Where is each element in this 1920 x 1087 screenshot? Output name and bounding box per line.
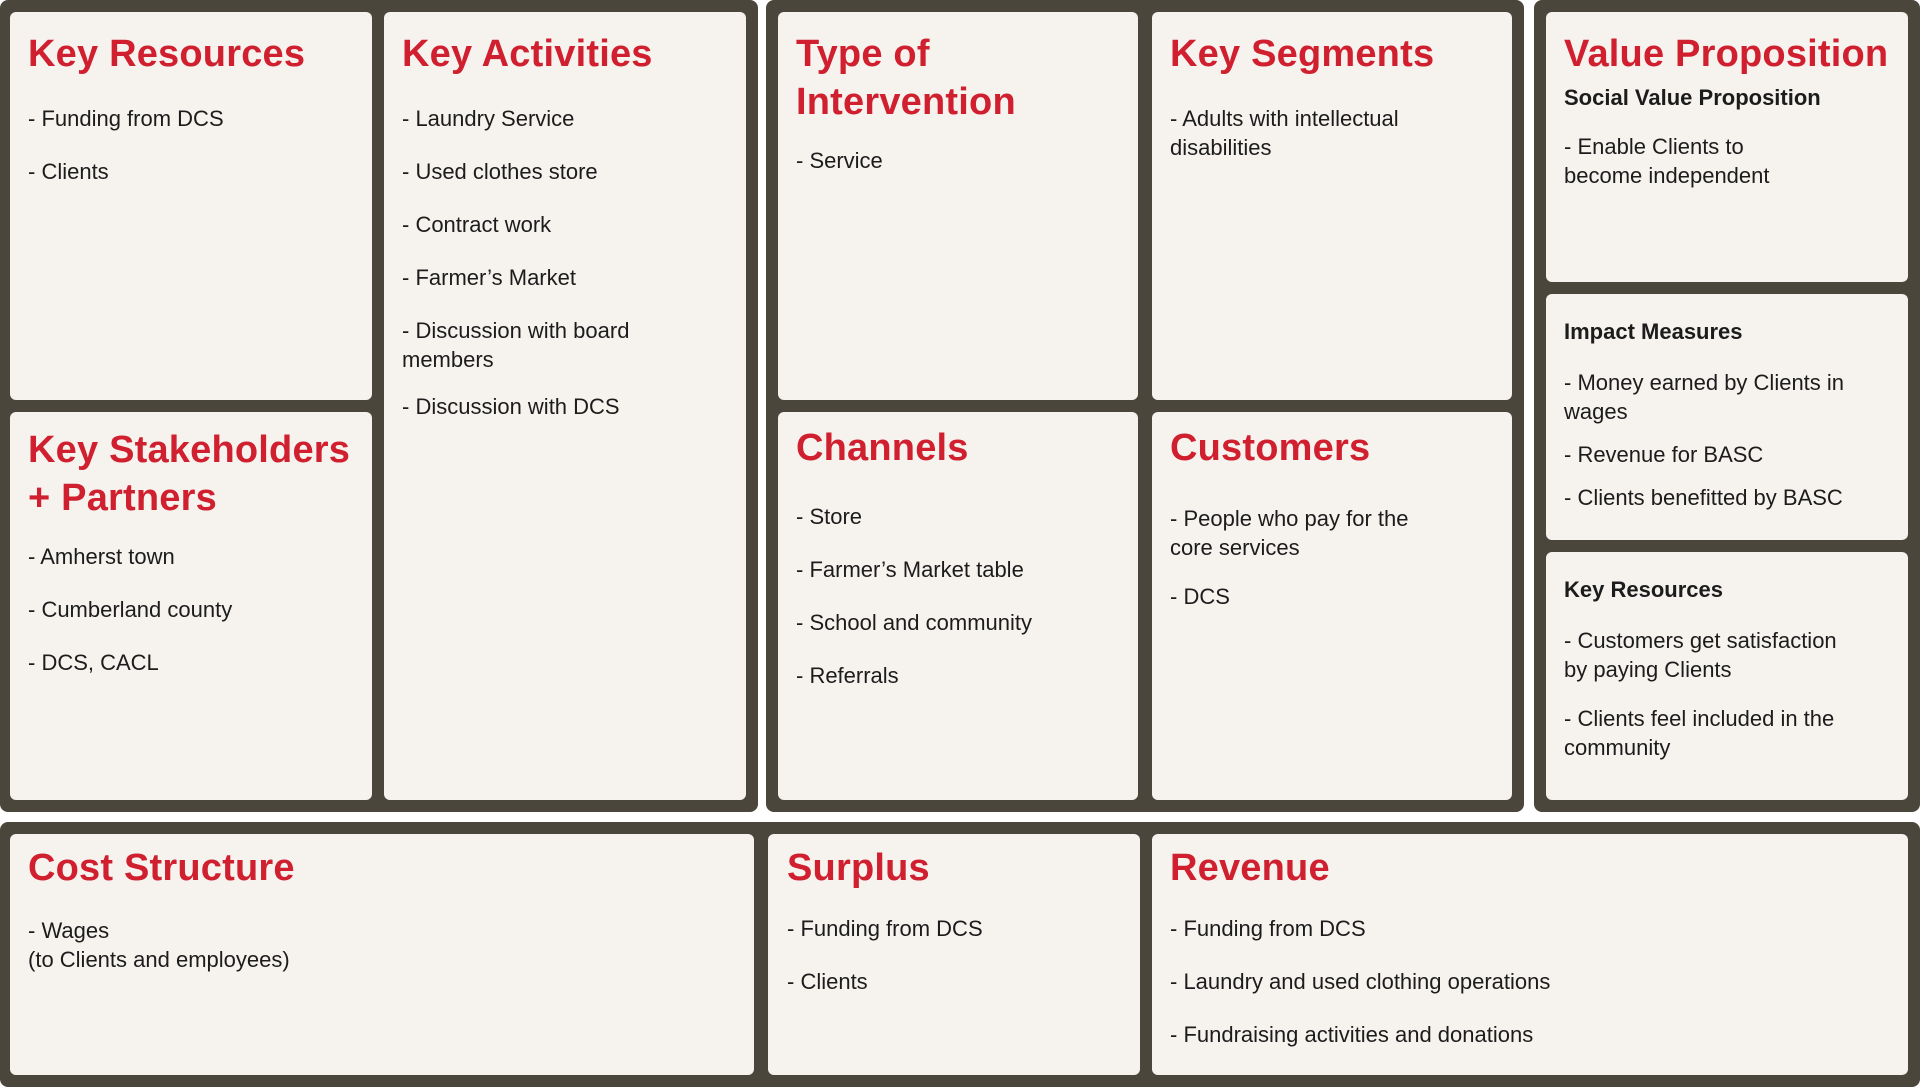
list-item: - Farmer’s Market bbox=[402, 265, 576, 290]
key-resources-list bbox=[28, 104, 354, 186]
vp-key-resources-heading: Key Resources bbox=[1564, 577, 1723, 602]
key-activities-title: Key Activities bbox=[402, 33, 653, 75]
vp-key-resources-card bbox=[1546, 552, 1908, 800]
revenue-title: Revenue bbox=[1170, 847, 1330, 889]
revenue-list bbox=[1170, 914, 1890, 1049]
list-item: - DCS bbox=[1170, 584, 1230, 609]
list-item: - Laundry Service bbox=[402, 106, 575, 131]
list-item: - Customers get satisfaction by paying Clients bbox=[1564, 628, 1837, 682]
list-item: - School and community bbox=[796, 610, 1032, 635]
type-of-intervention-card bbox=[778, 12, 1138, 400]
list-item: - Enable Clients to become independent bbox=[1564, 134, 1770, 188]
key-stakeholders-title: Key Stakeholders + Partners bbox=[28, 429, 351, 519]
type-of-intervention-title: Type of Intervention bbox=[796, 33, 1016, 123]
value-proposition-title: Value Proposition bbox=[1564, 33, 1889, 75]
type-of-intervention-list bbox=[796, 146, 1120, 175]
surplus-list bbox=[787, 914, 1121, 996]
list-item: - Clients benefitted by BASC bbox=[1564, 485, 1843, 510]
key-resources-title: Key Resources bbox=[28, 33, 306, 75]
list-item: - Amherst town bbox=[28, 544, 175, 569]
social-value-list bbox=[1564, 132, 1890, 190]
list-item: - Discussion with DCS bbox=[402, 394, 620, 419]
impact-measures-heading: Impact Measures bbox=[1564, 319, 1743, 344]
customers-list bbox=[1170, 504, 1494, 611]
list-item: - Referrals bbox=[796, 663, 899, 688]
list-item: - Funding from DCS bbox=[787, 916, 983, 941]
list-item: - Clients bbox=[28, 159, 109, 184]
impact-measures-card bbox=[1546, 294, 1908, 540]
list-item: - Revenue for BASC bbox=[1564, 442, 1764, 467]
channels-title: Channels bbox=[796, 427, 969, 469]
social-value-heading: Social Value Proposition bbox=[1564, 85, 1821, 110]
list-item: - Clients bbox=[787, 969, 868, 994]
cost-structure-title: Cost Structure bbox=[28, 847, 295, 889]
surplus-title: Surplus bbox=[787, 847, 930, 889]
list-item: - Funding from DCS bbox=[1170, 916, 1366, 941]
vp-key-resources-list bbox=[1564, 626, 1890, 762]
list-item: - People who pay for the core services bbox=[1170, 506, 1409, 560]
list-item: - Clients feel included in the community bbox=[1564, 706, 1835, 760]
list-item: - Laundry and used clothing operations bbox=[1170, 969, 1551, 994]
list-item: - Adults with intellectual disabilities bbox=[1170, 106, 1399, 160]
channels-list bbox=[796, 502, 1120, 690]
list-item: - Funding from DCS bbox=[28, 106, 224, 131]
list-item: - DCS, CACL bbox=[28, 650, 159, 675]
surplus-card bbox=[768, 834, 1140, 1075]
list-item: - Wages (to Clients and employees) bbox=[28, 918, 290, 972]
cost-structure-list bbox=[28, 916, 736, 974]
value-proposition-card bbox=[1546, 12, 1908, 282]
impact-measures-list bbox=[1564, 368, 1890, 512]
list-item: - Discussion with board members bbox=[402, 318, 630, 372]
list-item: - Service bbox=[796, 148, 883, 173]
list-item: - Used clothes store bbox=[402, 159, 598, 184]
key-segments-card bbox=[1152, 12, 1512, 400]
key-stakeholders-card bbox=[10, 412, 372, 800]
key-activities-list bbox=[402, 104, 728, 421]
revenue-card bbox=[1152, 834, 1908, 1075]
list-item: - Fundraising activities and donations bbox=[1170, 1022, 1534, 1047]
list-item: - Contract work bbox=[402, 212, 552, 237]
customers-title: Customers bbox=[1170, 427, 1371, 469]
key-segments-list bbox=[1170, 104, 1494, 162]
list-item: - Money earned by Clients in wages bbox=[1564, 370, 1845, 424]
cost-structure-card bbox=[10, 834, 754, 1075]
key-segments-title: Key Segments bbox=[1170, 33, 1435, 75]
list-item: - Cumberland county bbox=[28, 597, 233, 622]
key-activities-card bbox=[384, 12, 746, 800]
key-stakeholders-list bbox=[28, 542, 354, 677]
key-resources-card bbox=[10, 12, 372, 400]
list-item: - Store bbox=[796, 504, 863, 529]
customers-card bbox=[1152, 412, 1512, 800]
list-item: - Farmer’s Market table bbox=[796, 557, 1024, 582]
channels-card bbox=[778, 412, 1138, 800]
